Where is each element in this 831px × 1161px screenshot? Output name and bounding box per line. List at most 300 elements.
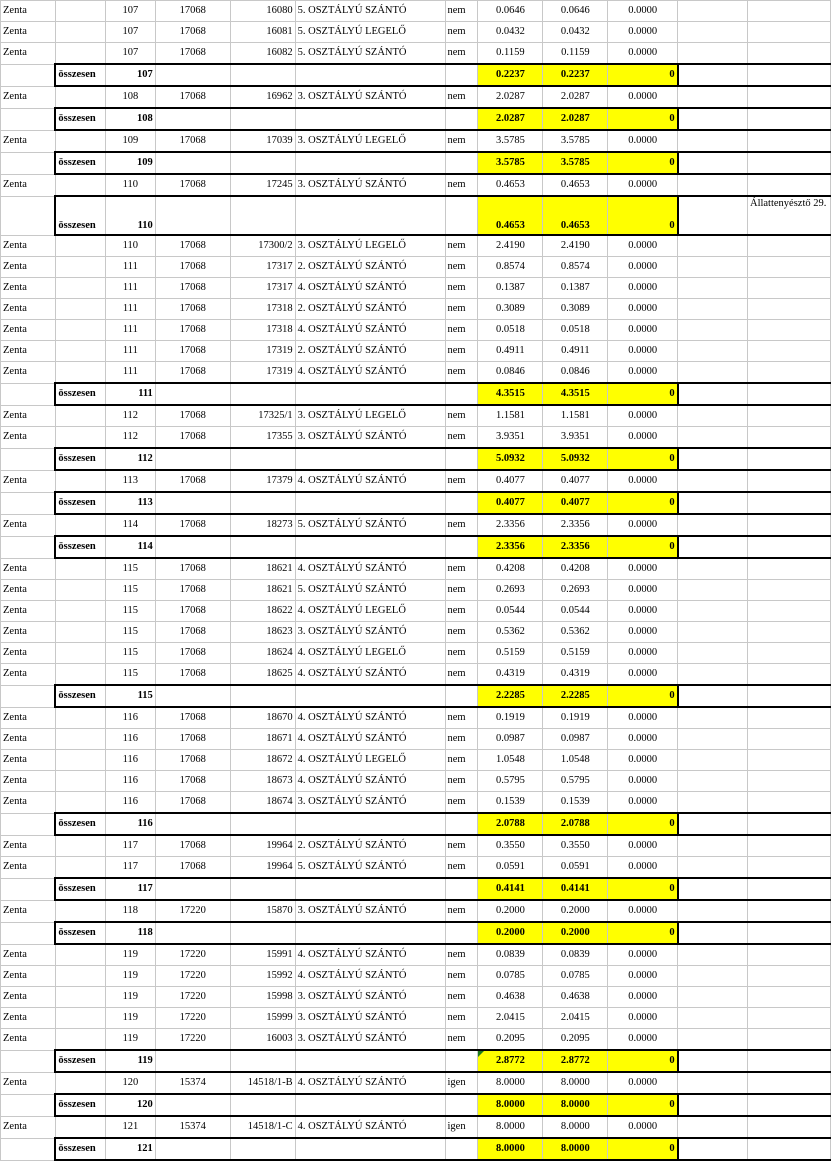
- cell-difference: 0.0000: [608, 944, 678, 966]
- cell-cadastral-code: 15374: [155, 1072, 230, 1094]
- cell-blank: [230, 492, 295, 514]
- table-row: [1, 86, 831, 108]
- cell-parcel-number: 17317: [230, 278, 295, 299]
- cell-location: Zenta: [1, 900, 56, 922]
- cell-land-class: 3. OSZTÁLYÚ LEGELŐ: [295, 130, 445, 152]
- cell-blank: [55, 1116, 105, 1138]
- cell-flag: nem: [445, 944, 478, 966]
- cell-land-class: 3. OSZTÁLYÚ SZÁNTÓ: [295, 174, 445, 196]
- cell-empty: [678, 792, 748, 814]
- table-row: [1, 470, 831, 492]
- subtotal-area-2: 2.3356: [543, 536, 608, 558]
- cell-blank: [445, 878, 478, 900]
- subtotal-area: 0.2237: [478, 64, 543, 86]
- cell-area: 2.0287: [478, 86, 543, 108]
- cell-tab-number: 111: [105, 362, 155, 384]
- cell-blank: [230, 64, 295, 86]
- cell-land-class: 4. OSZTÁLYÚ SZÁNTÓ: [295, 320, 445, 341]
- cell-tab-number: 111: [105, 278, 155, 299]
- cell-difference: 0.0000: [608, 792, 678, 814]
- subtotal-area-2: 8.0000: [543, 1094, 608, 1116]
- table-row: [1, 130, 831, 152]
- cell-difference: 0.0000: [608, 857, 678, 879]
- cell-empty: [747, 1094, 830, 1116]
- cell-empty: [678, 601, 748, 622]
- cell-location: Zenta: [1, 514, 56, 536]
- cell-empty: [678, 1116, 748, 1138]
- table-row: [1, 771, 831, 792]
- cell-empty: [678, 900, 748, 922]
- cell-blank: [55, 470, 105, 492]
- cell-blank: [295, 383, 445, 405]
- subtotal-row: [1, 1050, 831, 1072]
- cell-cadastral-code: 17068: [155, 750, 230, 771]
- cell-empty: [747, 130, 830, 152]
- cell-blank: [55, 86, 105, 108]
- subtotal-area-2: 0.4653: [543, 196, 608, 235]
- cell-empty: [747, 320, 830, 341]
- subtotal-label: összesen: [55, 196, 105, 235]
- subtotal-tab-number: 114: [105, 536, 155, 558]
- cell-area-2: 0.4077: [543, 470, 608, 492]
- table-row: [1, 944, 831, 966]
- cell-empty: [678, 492, 748, 514]
- cell-blank: [55, 299, 105, 320]
- subtotal-row: [1, 152, 831, 174]
- subtotal-label: összesen: [55, 64, 105, 86]
- cell-area: 2.3356: [478, 514, 543, 536]
- cell-empty: [678, 729, 748, 750]
- cell-location: Zenta: [1, 664, 56, 686]
- subtotal-area: 5.0932: [478, 448, 543, 470]
- cell-difference: 0.0000: [608, 622, 678, 643]
- cell-area-2: 0.1539: [543, 792, 608, 814]
- subtotal-area-2: 4.3515: [543, 383, 608, 405]
- subtotal-tab-number: 120: [105, 1094, 155, 1116]
- subtotal-row: [1, 878, 831, 900]
- cell-area-2: 1.1581: [543, 405, 608, 427]
- cell-blank: [445, 196, 478, 235]
- subtotal-area-2: 2.0788: [543, 813, 608, 835]
- cell-empty: [678, 536, 748, 558]
- subtotal-row: [1, 383, 831, 405]
- cell-cadastral-code: 17220: [155, 1008, 230, 1029]
- table-row: [1, 729, 831, 750]
- cell-blank: [230, 108, 295, 130]
- cell-flag: nem: [445, 257, 478, 278]
- cell-cadastral-code: 17068: [155, 707, 230, 729]
- subtotal-label: összesen: [55, 1050, 105, 1072]
- cell-difference: 0.0000: [608, 362, 678, 384]
- cell-empty: [747, 1050, 830, 1072]
- cell-empty: [678, 64, 748, 86]
- cell-cadastral-code: 17068: [155, 580, 230, 601]
- cell-blank: [295, 492, 445, 514]
- cell-parcel-number: 14518/1-C: [230, 1116, 295, 1138]
- cell-land-class: 5. OSZTÁLYÚ SZÁNTÓ: [295, 857, 445, 879]
- cell-cadastral-code: 17220: [155, 900, 230, 922]
- cell-cadastral-code: 15374: [155, 1116, 230, 1138]
- cell-area-2: 0.1159: [543, 43, 608, 65]
- cell-tab-number: 119: [105, 1008, 155, 1029]
- cell-empty: [747, 492, 830, 514]
- cell-empty: [747, 622, 830, 643]
- subtotal-area: 2.8772: [478, 1050, 543, 1072]
- cell-area: 0.5159: [478, 643, 543, 664]
- subtotal-label: összesen: [55, 536, 105, 558]
- cell-area: 0.2095: [478, 1029, 543, 1051]
- cell-blank: [1, 536, 56, 558]
- cell-land-class: 2. OSZTÁLYÚ SZÁNTÓ: [295, 835, 445, 857]
- table-row: [1, 405, 831, 427]
- cell-empty: [678, 448, 748, 470]
- cell-cadastral-code: 17068: [155, 235, 230, 257]
- subtotal-label: összesen: [55, 813, 105, 835]
- cell-area-2: 2.3356: [543, 514, 608, 536]
- cell-blank: [295, 536, 445, 558]
- cell-empty: [747, 152, 830, 174]
- cell-tab-number: 114: [105, 514, 155, 536]
- cell-empty: [678, 966, 748, 987]
- cell-blank: [1, 196, 56, 235]
- cell-empty: [678, 857, 748, 879]
- cell-tab-number: 119: [105, 987, 155, 1008]
- cell-cadastral-code: 17068: [155, 622, 230, 643]
- cell-area-2: 0.0846: [543, 362, 608, 384]
- cell-location: Zenta: [1, 235, 56, 257]
- cell-blank: [55, 235, 105, 257]
- cell-difference: 0.0000: [608, 130, 678, 152]
- cell-parcel-number: 18622: [230, 601, 295, 622]
- table-row: [1, 427, 831, 449]
- cell-location: Zenta: [1, 771, 56, 792]
- cell-flag: nem: [445, 707, 478, 729]
- subtotal-difference: 0: [608, 383, 678, 405]
- cell-area: 0.4208: [478, 558, 543, 580]
- table-row: [1, 987, 831, 1008]
- cell-area-2: 0.0544: [543, 601, 608, 622]
- table-row: [1, 320, 831, 341]
- cell-blank: [155, 383, 230, 405]
- cell-empty: [678, 278, 748, 299]
- cell-blank: [55, 857, 105, 879]
- cell-land-class: 4. OSZTÁLYÚ SZÁNTÓ: [295, 278, 445, 299]
- subtotal-tab-number: 118: [105, 922, 155, 944]
- subtotal-row: [1, 448, 831, 470]
- cell-flag: nem: [445, 792, 478, 814]
- cell-blank: [55, 707, 105, 729]
- cell-location: Zenta: [1, 1008, 56, 1029]
- cell-empty: [678, 1, 748, 22]
- cell-empty: [678, 22, 748, 43]
- cell-empty: [747, 685, 830, 707]
- cell-land-class: 2. OSZTÁLYÚ SZÁNTÓ: [295, 341, 445, 362]
- cell-tab-number: 118: [105, 900, 155, 922]
- cell-parcel-number: 18273: [230, 514, 295, 536]
- cell-blank: [1, 64, 56, 86]
- cell-blank: [445, 1094, 478, 1116]
- subtotal-difference: 0: [608, 878, 678, 900]
- cell-difference: 0.0000: [608, 427, 678, 449]
- cell-location: Zenta: [1, 944, 56, 966]
- cell-flag: nem: [445, 601, 478, 622]
- subtotal-tab-number: 112: [105, 448, 155, 470]
- cell-tab-number: 111: [105, 320, 155, 341]
- cell-flag: nem: [445, 278, 478, 299]
- cell-blank: [55, 622, 105, 643]
- cell-area: 0.4911: [478, 341, 543, 362]
- subtotal-difference: 0: [608, 813, 678, 835]
- subtotal-row: [1, 492, 831, 514]
- cell-empty: [747, 835, 830, 857]
- cell-blank: [55, 174, 105, 196]
- cell-parcel-number: 17325/1: [230, 405, 295, 427]
- cell-empty: [747, 362, 830, 384]
- cell-parcel-number: 16080: [230, 1, 295, 22]
- cell-blank: [55, 750, 105, 771]
- cell-tab-number: 119: [105, 1029, 155, 1051]
- cell-empty: [678, 580, 748, 601]
- cell-area-2: 0.4319: [543, 664, 608, 686]
- cell-tab-number: 115: [105, 622, 155, 643]
- subtotal-difference: 0: [608, 1094, 678, 1116]
- subtotal-area-2: 5.0932: [543, 448, 608, 470]
- cell-land-class: 4. OSZTÁLYÚ SZÁNTÓ: [295, 1116, 445, 1138]
- cell-tab-number: 116: [105, 729, 155, 750]
- cell-parcel-number: 14518/1-B: [230, 1072, 295, 1094]
- cell-cadastral-code: 17068: [155, 257, 230, 278]
- cell-difference: 0.0000: [608, 174, 678, 196]
- cell-blank: [445, 685, 478, 707]
- table-row: [1, 257, 831, 278]
- subtotal-label: összesen: [55, 922, 105, 944]
- cell-flag: nem: [445, 664, 478, 686]
- subtotal-row: [1, 536, 831, 558]
- cell-land-class: 3. OSZTÁLYÚ SZÁNTÓ: [295, 86, 445, 108]
- cell-area-2: 0.0432: [543, 22, 608, 43]
- cell-area-2: 0.4208: [543, 558, 608, 580]
- cell-tab-number: 119: [105, 944, 155, 966]
- cell-cadastral-code: 17068: [155, 341, 230, 362]
- cell-blank: [295, 685, 445, 707]
- cell-empty: [678, 558, 748, 580]
- cell-parcel-number: 17318: [230, 299, 295, 320]
- cell-cadastral-code: 17068: [155, 664, 230, 686]
- cell-blank: [295, 108, 445, 130]
- cell-flag: nem: [445, 362, 478, 384]
- subtotal-row: [1, 64, 831, 86]
- cell-land-class: 4. OSZTÁLYÚ SZÁNTÓ: [295, 1072, 445, 1094]
- cell-parcel-number: 16082: [230, 43, 295, 65]
- cell-tab-number: 109: [105, 130, 155, 152]
- cell-flag: nem: [445, 174, 478, 196]
- cell-area: 0.4638: [478, 987, 543, 1008]
- cell-difference: 0.0000: [608, 1116, 678, 1138]
- cell-empty: [678, 987, 748, 1008]
- cell-area-2: 0.5795: [543, 771, 608, 792]
- cell-area-2: 0.0591: [543, 857, 608, 879]
- cell-parcel-number: 15999: [230, 1008, 295, 1029]
- subtotal-difference: 0: [608, 1050, 678, 1072]
- cell-blank: [295, 196, 445, 235]
- cell-difference: 0.0000: [608, 470, 678, 492]
- cell-cadastral-code: 17068: [155, 427, 230, 449]
- subtotal-area-2: 2.0287: [543, 108, 608, 130]
- subtotal-tab-number: 107: [105, 64, 155, 86]
- cell-empty: [747, 922, 830, 944]
- cell-note: Állattenyésztő 29.: [747, 196, 830, 235]
- cell-cadastral-code: 17068: [155, 130, 230, 152]
- cell-difference: 0.0000: [608, 43, 678, 65]
- cell-cadastral-code: 17068: [155, 22, 230, 43]
- cell-area-2: 3.5785: [543, 130, 608, 152]
- table-row: [1, 22, 831, 43]
- cell-empty: [747, 514, 830, 536]
- subtotal-area: 2.2285: [478, 685, 543, 707]
- cell-blank: [295, 64, 445, 86]
- cell-location: Zenta: [1, 427, 56, 449]
- table-row: [1, 278, 831, 299]
- cell-area-2: 0.3089: [543, 299, 608, 320]
- subtotal-difference: 0: [608, 108, 678, 130]
- subtotal-label: összesen: [55, 383, 105, 405]
- cell-tab-number: 121: [105, 1116, 155, 1138]
- cell-difference: 0.0000: [608, 22, 678, 43]
- cell-cadastral-code: 17068: [155, 1, 230, 22]
- cell-empty: [678, 1050, 748, 1072]
- cell-land-class: 4. OSZTÁLYÚ LEGELŐ: [295, 601, 445, 622]
- cell-flag: nem: [445, 341, 478, 362]
- cell-flag: nem: [445, 86, 478, 108]
- cell-blank: [230, 152, 295, 174]
- cell-empty: [678, 299, 748, 320]
- cell-area-2: 0.1387: [543, 278, 608, 299]
- cell-difference: 0.0000: [608, 278, 678, 299]
- cell-blank: [155, 64, 230, 86]
- cell-tab-number: 117: [105, 835, 155, 857]
- cell-cadastral-code: 17068: [155, 299, 230, 320]
- subtotal-area-2: 0.4077: [543, 492, 608, 514]
- subtotal-tab-number: 115: [105, 685, 155, 707]
- cell-empty: [747, 729, 830, 750]
- table-row: [1, 174, 831, 196]
- cell-empty: [747, 257, 830, 278]
- cell-tab-number: 111: [105, 341, 155, 362]
- cell-blank: [230, 1138, 295, 1160]
- cell-area-2: 0.3550: [543, 835, 608, 857]
- cell-location: Zenta: [1, 1072, 56, 1094]
- cell-flag: nem: [445, 405, 478, 427]
- table-row: [1, 558, 831, 580]
- cell-flag: nem: [445, 643, 478, 664]
- cell-difference: 0.0000: [608, 1, 678, 22]
- cell-location: Zenta: [1, 707, 56, 729]
- cell-difference: 0.0000: [608, 1029, 678, 1051]
- cell-blank: [445, 64, 478, 86]
- cell-empty: [678, 1072, 748, 1094]
- cell-empty: [747, 1, 830, 22]
- table-row: [1, 580, 831, 601]
- subtotal-row: [1, 813, 831, 835]
- cell-empty: [678, 664, 748, 686]
- cell-parcel-number: 16003: [230, 1029, 295, 1051]
- table-row: [1, 341, 831, 362]
- cell-blank: [295, 878, 445, 900]
- subtotal-difference: 0: [608, 922, 678, 944]
- cell-difference: 0.0000: [608, 643, 678, 664]
- cell-empty: [678, 383, 748, 405]
- cell-parcel-number: 17245: [230, 174, 295, 196]
- cell-parcel-number: 17300/2: [230, 235, 295, 257]
- cell-flag: nem: [445, 470, 478, 492]
- cell-flag: igen: [445, 1116, 478, 1138]
- cell-area-2: 8.0000: [543, 1116, 608, 1138]
- cell-blank: [55, 257, 105, 278]
- cell-blank: [55, 1008, 105, 1029]
- table-row: [1, 235, 831, 257]
- cell-tab-number: 111: [105, 299, 155, 320]
- cell-parcel-number: 18625: [230, 664, 295, 686]
- subtotal-label: összesen: [55, 152, 105, 174]
- cell-land-class: 4. OSZTÁLYÚ LEGELŐ: [295, 750, 445, 771]
- cell-blank: [155, 922, 230, 944]
- cell-blank: [55, 835, 105, 857]
- cell-blank: [155, 1138, 230, 1160]
- cell-cadastral-code: 17220: [155, 1029, 230, 1051]
- cell-parcel-number: 17317: [230, 257, 295, 278]
- cell-land-class: 4. OSZTÁLYÚ SZÁNTÓ: [295, 966, 445, 987]
- cell-difference: 0.0000: [608, 341, 678, 362]
- cell-empty: [678, 43, 748, 65]
- cell-empty: [747, 1072, 830, 1094]
- cell-tab-number: 115: [105, 643, 155, 664]
- cell-difference: 0.0000: [608, 299, 678, 320]
- cell-empty: [678, 685, 748, 707]
- cell-empty: [747, 470, 830, 492]
- cell-area-2: 3.9351: [543, 427, 608, 449]
- cell-blank: [155, 108, 230, 130]
- cell-cadastral-code: 17068: [155, 835, 230, 857]
- cell-flag: nem: [445, 1008, 478, 1029]
- cell-blank: [1, 1050, 56, 1072]
- cell-blank: [230, 813, 295, 835]
- cell-area: 0.0646: [478, 1, 543, 22]
- cell-blank: [445, 536, 478, 558]
- cell-empty: [747, 944, 830, 966]
- subtotal-area-2: 2.2285: [543, 685, 608, 707]
- cell-flag: nem: [445, 900, 478, 922]
- cell-empty: [747, 86, 830, 108]
- cell-cadastral-code: 17068: [155, 601, 230, 622]
- cell-blank: [155, 196, 230, 235]
- cell-difference: 0.0000: [608, 771, 678, 792]
- cell-location: Zenta: [1, 580, 56, 601]
- cell-land-class: 3. OSZTÁLYÚ SZÁNTÓ: [295, 792, 445, 814]
- cell-blank: [55, 1, 105, 22]
- cell-empty: [747, 108, 830, 130]
- cell-difference: 0.0000: [608, 987, 678, 1008]
- subtotal-difference: 0: [608, 1138, 678, 1160]
- cell-blank: [295, 1138, 445, 1160]
- cell-land-class: 4. OSZTÁLYÚ SZÁNTÓ: [295, 944, 445, 966]
- cell-area-2: 0.4638: [543, 987, 608, 1008]
- cell-area-2: 0.0518: [543, 320, 608, 341]
- cell-blank: [230, 922, 295, 944]
- cell-blank: [1, 685, 56, 707]
- cell-difference: 0.0000: [608, 601, 678, 622]
- cell-empty: [678, 1008, 748, 1029]
- cell-tab-number: 112: [105, 427, 155, 449]
